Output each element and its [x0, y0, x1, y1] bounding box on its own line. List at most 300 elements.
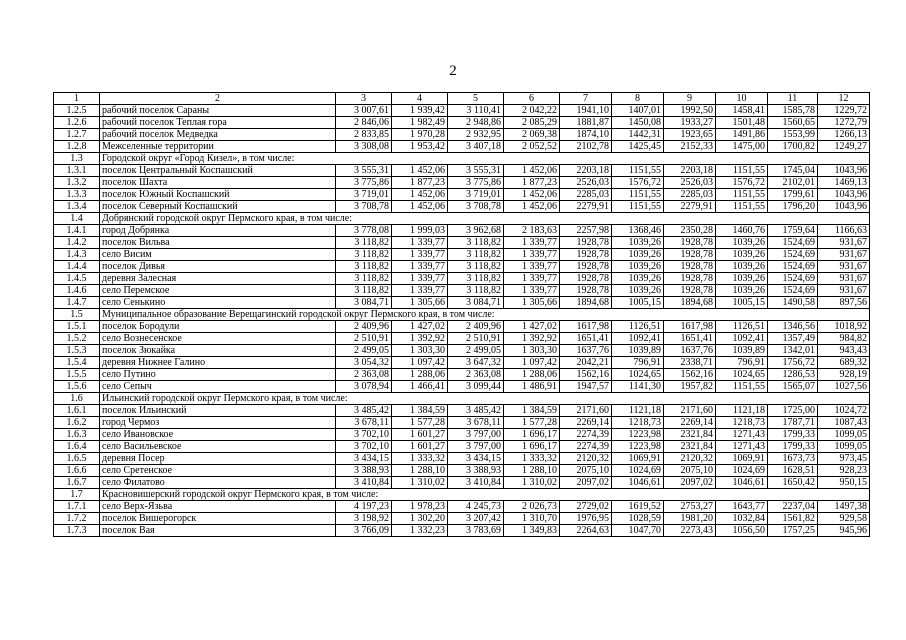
value-cell: 2321,84	[664, 429, 716, 441]
value-cell: 2120,32	[560, 453, 612, 465]
value-cell: 1894,68	[664, 297, 716, 309]
value-cell: 897,56	[818, 297, 870, 309]
value-cell: 1 310,02	[392, 477, 448, 489]
value-cell: 1799,33	[768, 429, 818, 441]
value-cell: 1151,55	[716, 381, 768, 393]
value-cell: 2285,03	[664, 189, 716, 201]
row-code: 1.3.1	[54, 165, 100, 177]
value-cell: 2 409,96	[448, 321, 504, 333]
value-cell: 2273,43	[664, 525, 716, 537]
value-cell: 2152,33	[664, 141, 716, 153]
column-header: 3	[336, 93, 392, 105]
value-cell: 2264,63	[560, 525, 612, 537]
value-cell: 2097,02	[560, 477, 612, 489]
value-cell: 1 982,49	[392, 117, 448, 129]
value-cell: 1 466,41	[392, 381, 448, 393]
value-cell: 1 339,77	[392, 249, 448, 261]
value-cell: 3 410,84	[336, 477, 392, 489]
value-cell: 1 486,91	[504, 381, 560, 393]
settlement-name: село Верх-Язьва	[100, 501, 336, 513]
table-row	[54, 117, 870, 129]
table-row	[54, 405, 870, 417]
value-cell: 1 392,92	[504, 333, 560, 345]
value-cell: 1425,45	[612, 141, 664, 153]
value-cell: 1745,04	[768, 165, 818, 177]
value-cell: 1 427,02	[392, 321, 448, 333]
value-cell: 1 097,42	[504, 357, 560, 369]
settlement-name: село Висим	[100, 249, 336, 261]
value-cell: 2279,91	[664, 201, 716, 213]
value-cell: 1 452,06	[504, 165, 560, 177]
value-cell: 1524,69	[768, 273, 818, 285]
value-cell: 1043,96	[818, 189, 870, 201]
value-cell: 2274,39	[560, 429, 612, 441]
value-cell: 1 696,17	[504, 441, 560, 453]
row-code: 1.2.7	[54, 129, 100, 141]
value-cell: 1099,05	[818, 441, 870, 453]
value-cell: 2 069,38	[504, 129, 560, 141]
value-cell: 1725,00	[768, 405, 818, 417]
value-cell: 1 305,66	[392, 297, 448, 309]
column-header: 7	[560, 93, 612, 105]
row-code: 1.4.3	[54, 249, 100, 261]
value-cell: 1 577,28	[504, 417, 560, 429]
value-cell: 1 288,10	[504, 465, 560, 477]
value-cell: 4 245,73	[448, 501, 504, 513]
value-cell: 3 118,82	[448, 285, 504, 297]
value-cell: 984,82	[818, 333, 870, 345]
value-cell: 1039,26	[612, 273, 664, 285]
value-cell: 1450,08	[612, 117, 664, 129]
value-cell: 1 877,23	[392, 177, 448, 189]
value-cell: 1099,05	[818, 429, 870, 441]
table-row	[54, 429, 870, 441]
value-cell: 1619,52	[612, 501, 664, 513]
value-cell: 2 409,96	[336, 321, 392, 333]
value-cell: 1 339,77	[504, 249, 560, 261]
header-row	[54, 93, 870, 105]
section-row	[54, 309, 870, 321]
value-cell: 1928,78	[664, 261, 716, 273]
section-heading: Добрянский городской округ Пермского края, в том числе:	[100, 213, 870, 225]
value-cell: 1 577,28	[392, 417, 448, 429]
settlement-name: поселок Центральный Коспашский	[100, 165, 336, 177]
value-cell: 796,91	[716, 357, 768, 369]
settlement-name: рабочий поселок Сараны	[100, 105, 336, 117]
value-cell: 1151,55	[716, 189, 768, 201]
value-cell: 3 783,69	[448, 525, 504, 537]
value-cell: 1524,69	[768, 285, 818, 297]
value-cell: 3 078,94	[336, 381, 392, 393]
value-cell: 1976,95	[560, 513, 612, 525]
value-cell: 1024,69	[612, 465, 664, 477]
value-cell: 2269,14	[664, 417, 716, 429]
value-cell: 3 766,09	[336, 525, 392, 537]
value-cell: 1223,98	[612, 441, 664, 453]
value-cell: 3 118,82	[336, 237, 392, 249]
value-cell: 1272,79	[818, 117, 870, 129]
value-cell: 1 349,83	[504, 525, 560, 537]
row-code: 1.5.1	[54, 321, 100, 333]
row-code: 1.6.6	[54, 465, 100, 477]
value-cell: 1560,65	[768, 117, 818, 129]
value-cell: 1947,57	[560, 381, 612, 393]
value-cell: 1928,78	[560, 249, 612, 261]
value-cell: 3 084,71	[448, 297, 504, 309]
value-cell: 1 288,06	[392, 369, 448, 381]
settlement-name: село Вознесенское	[100, 333, 336, 345]
value-cell: 3 708,78	[448, 201, 504, 213]
column-header: 4	[392, 93, 448, 105]
value-cell: 3 118,82	[448, 273, 504, 285]
value-cell: 2 948,86	[448, 117, 504, 129]
value-cell: 2350,28	[664, 225, 716, 237]
page-number: 2	[449, 63, 457, 79]
value-cell: 2 499,05	[448, 345, 504, 357]
section-row	[54, 153, 870, 165]
value-cell: 1576,72	[612, 177, 664, 189]
table-row	[54, 297, 870, 309]
column-header: 10	[716, 93, 768, 105]
value-cell: 3 118,82	[448, 261, 504, 273]
table-row	[54, 165, 870, 177]
value-cell: 1 339,77	[392, 273, 448, 285]
value-cell: 2526,03	[664, 177, 716, 189]
settlement-name: город Добрянка	[100, 225, 336, 237]
value-cell: 1 601,27	[392, 429, 448, 441]
value-cell: 1561,82	[768, 513, 818, 525]
value-cell: 1039,26	[612, 237, 664, 249]
value-cell: 1024,69	[716, 465, 768, 477]
row-code: 1.6.3	[54, 429, 100, 441]
value-cell: 3 434,15	[448, 453, 504, 465]
value-cell: 931,67	[818, 285, 870, 297]
row-code: 1.5	[54, 309, 100, 321]
value-cell: 1407,01	[612, 105, 664, 117]
value-cell: 1565,07	[768, 381, 818, 393]
value-cell: 3 555,31	[336, 165, 392, 177]
value-cell: 1501,48	[716, 117, 768, 129]
value-cell: 1524,69	[768, 237, 818, 249]
value-cell: 1271,43	[716, 441, 768, 453]
value-cell: 3 702,10	[336, 429, 392, 441]
section-heading: Городской округ «Город Кизел», в том числе:	[100, 153, 870, 165]
value-cell: 1 452,06	[392, 189, 448, 201]
value-cell: 1121,18	[612, 405, 664, 417]
value-cell: 2753,27	[664, 501, 716, 513]
value-cell: 1643,77	[716, 501, 768, 513]
value-cell: 3 099,44	[448, 381, 504, 393]
value-cell: 3 702,10	[336, 441, 392, 453]
value-cell: 1 970,28	[392, 129, 448, 141]
table-row	[54, 285, 870, 297]
value-cell: 1637,76	[664, 345, 716, 357]
section-row	[54, 393, 870, 405]
value-cell: 2269,14	[560, 417, 612, 429]
value-cell: 2274,39	[560, 441, 612, 453]
value-cell: 1141,30	[612, 381, 664, 393]
value-cell: 1166,63	[818, 225, 870, 237]
value-cell: 1151,55	[612, 201, 664, 213]
value-cell: 1799,33	[768, 441, 818, 453]
value-cell: 1756,72	[768, 357, 818, 369]
row-code: 1.5.5	[54, 369, 100, 381]
value-cell: 1497,38	[818, 501, 870, 513]
value-cell: 1087,43	[818, 417, 870, 429]
column-header: 8	[612, 93, 664, 105]
table-row	[54, 141, 870, 153]
value-cell: 1024,72	[818, 405, 870, 417]
value-cell: 1 310,02	[504, 477, 560, 489]
value-cell: 2171,60	[664, 405, 716, 417]
column-header: 5	[448, 93, 504, 105]
value-cell: 1069,91	[716, 453, 768, 465]
value-cell: 931,67	[818, 273, 870, 285]
value-cell: 3 647,32	[448, 357, 504, 369]
value-cell: 3 778,08	[336, 225, 392, 237]
value-cell: 1126,51	[716, 321, 768, 333]
value-cell: 1585,78	[768, 105, 818, 117]
table-row	[54, 249, 870, 261]
value-cell: 2 510,91	[336, 333, 392, 345]
row-code: 1.4.7	[54, 297, 100, 309]
row-code: 1.2.8	[54, 141, 100, 153]
table-row	[54, 417, 870, 429]
value-cell: 2 499,05	[336, 345, 392, 357]
value-cell: 1928,78	[560, 237, 612, 249]
table-row	[54, 333, 870, 345]
value-cell: 1271,43	[716, 429, 768, 441]
settlement-name: село Филатово	[100, 477, 336, 489]
value-cell: 1043,96	[818, 201, 870, 213]
value-cell: 1 392,92	[392, 333, 448, 345]
value-cell: 2 363,08	[448, 369, 504, 381]
table-row	[54, 369, 870, 381]
value-cell: 2237,04	[768, 501, 818, 513]
row-code: 1.5.3	[54, 345, 100, 357]
value-cell: 1005,15	[612, 297, 664, 309]
row-code: 1.4.1	[54, 225, 100, 237]
row-code: 1.2.5	[54, 105, 100, 117]
value-cell: 3 388,93	[448, 465, 504, 477]
row-code: 1.6.2	[54, 417, 100, 429]
row-code: 1.2.6	[54, 117, 100, 129]
column-header: 11	[768, 93, 818, 105]
value-cell: 2 042,22	[504, 105, 560, 117]
value-cell: 1028,59	[612, 513, 664, 525]
value-cell: 1576,72	[716, 177, 768, 189]
value-cell: 931,67	[818, 261, 870, 273]
value-cell: 1553,99	[768, 129, 818, 141]
value-cell: 3 719,01	[336, 189, 392, 201]
value-cell: 1368,46	[612, 225, 664, 237]
value-cell: 1799,61	[768, 189, 818, 201]
value-cell: 3 410,84	[448, 477, 504, 489]
value-cell: 1 332,23	[392, 525, 448, 537]
row-code: 1.7.2	[54, 513, 100, 525]
value-cell: 1 288,06	[504, 369, 560, 381]
value-cell: 928,23	[818, 465, 870, 477]
value-cell: 2171,60	[560, 405, 612, 417]
value-cell: 1894,68	[560, 297, 612, 309]
value-cell: 1218,73	[716, 417, 768, 429]
value-cell: 1039,26	[716, 237, 768, 249]
value-cell: 1 339,77	[392, 237, 448, 249]
value-cell: 1039,89	[716, 345, 768, 357]
row-code: 1.7.1	[54, 501, 100, 513]
value-cell: 1928,78	[560, 285, 612, 297]
value-cell: 1 339,77	[504, 285, 560, 297]
value-cell: 1 339,77	[504, 237, 560, 249]
row-code: 1.3.4	[54, 201, 100, 213]
value-cell: 1923,65	[664, 129, 716, 141]
value-cell: 1757,25	[768, 525, 818, 537]
value-cell: 1121,18	[716, 405, 768, 417]
settlement-name: село Путино	[100, 369, 336, 381]
table-row	[54, 465, 870, 477]
row-code: 1.6.5	[54, 453, 100, 465]
table-row	[54, 441, 870, 453]
value-cell: 1 953,42	[392, 141, 448, 153]
value-cell: 3 485,42	[448, 405, 504, 417]
value-cell: 3 007,61	[336, 105, 392, 117]
settlement-name: поселок Дивья	[100, 261, 336, 273]
value-cell: 1628,51	[768, 465, 818, 477]
value-cell: 1475,00	[716, 141, 768, 153]
table-row	[54, 261, 870, 273]
value-cell: 3 118,82	[336, 273, 392, 285]
value-cell: 1043,96	[818, 165, 870, 177]
value-cell: 1933,27	[664, 117, 716, 129]
value-cell: 1151,55	[716, 165, 768, 177]
value-cell: 1928,78	[664, 237, 716, 249]
value-cell: 3 054,32	[336, 357, 392, 369]
value-cell: 1 384,59	[392, 405, 448, 417]
value-cell: 3 388,93	[336, 465, 392, 477]
section-heading: Муниципальное образование Верещагинский городской округ Пермского края, в том числе:	[100, 309, 870, 321]
value-cell: 1 339,77	[392, 261, 448, 273]
settlement-name: село Сретенское	[100, 465, 336, 477]
value-cell: 1039,26	[716, 273, 768, 285]
value-cell: 1992,50	[664, 105, 716, 117]
value-cell: 1126,51	[612, 321, 664, 333]
value-cell: 1874,10	[560, 129, 612, 141]
value-cell: 2075,10	[560, 465, 612, 477]
value-cell: 796,91	[612, 357, 664, 369]
row-code: 1.3.2	[54, 177, 100, 189]
value-cell: 2526,03	[560, 177, 612, 189]
value-cell: 3 118,82	[448, 249, 504, 261]
value-cell: 1266,13	[818, 129, 870, 141]
settlement-name: деревня Нижнее Галино	[100, 357, 336, 369]
value-cell: 1039,26	[612, 261, 664, 273]
value-cell: 1458,41	[716, 105, 768, 117]
section-row	[54, 489, 870, 501]
value-cell: 1039,26	[716, 285, 768, 297]
settlement-name: поселок Вильва	[100, 237, 336, 249]
table-row	[54, 453, 870, 465]
settlement-name: поселок Бородули	[100, 321, 336, 333]
value-cell: 3 118,82	[336, 285, 392, 297]
value-cell: 1637,76	[560, 345, 612, 357]
value-cell: 1047,70	[612, 525, 664, 537]
table-row	[54, 501, 870, 513]
column-header: 1	[54, 93, 100, 105]
column-header: 6	[504, 93, 560, 105]
value-cell: 3 775,86	[448, 177, 504, 189]
value-cell: 2257,98	[560, 225, 612, 237]
value-cell: 1046,61	[612, 477, 664, 489]
value-cell: 3 308,08	[336, 141, 392, 153]
value-cell: 3 118,82	[336, 261, 392, 273]
table-row	[54, 105, 870, 117]
value-cell: 1 452,06	[504, 189, 560, 201]
value-cell: 1 384,59	[504, 405, 560, 417]
value-cell: 1005,15	[716, 297, 768, 309]
table-row	[54, 345, 870, 357]
value-cell: 1151,55	[716, 201, 768, 213]
value-cell: 2 026,73	[504, 501, 560, 513]
table-row	[54, 177, 870, 189]
value-cell: 2321,84	[664, 441, 716, 453]
value-cell: 1617,98	[560, 321, 612, 333]
row-code: 1.4.2	[54, 237, 100, 249]
value-cell: 1 999,03	[392, 225, 448, 237]
value-cell: 1 978,23	[392, 501, 448, 513]
value-cell: 1357,49	[768, 333, 818, 345]
value-cell: 1928,78	[560, 273, 612, 285]
settlement-name: поселок Шахта	[100, 177, 336, 189]
value-cell: 1469,13	[818, 177, 870, 189]
column-header: 2	[100, 93, 336, 105]
value-cell: 3 797,00	[448, 441, 504, 453]
value-cell: 3 719,01	[448, 189, 504, 201]
row-code: 1.5.6	[54, 381, 100, 393]
value-cell: 2120,32	[664, 453, 716, 465]
value-cell: 2203,18	[560, 165, 612, 177]
value-cell: 1 288,10	[392, 465, 448, 477]
value-cell: 1796,20	[768, 201, 818, 213]
section-heading: Ильинский городской округ Пермского края, в том числе:	[100, 393, 870, 405]
value-cell: 1928,78	[560, 261, 612, 273]
settlement-name: село Ивановское	[100, 429, 336, 441]
row-code: 1.6	[54, 393, 100, 405]
value-cell: 2102,01	[768, 177, 818, 189]
value-cell: 1957,82	[664, 381, 716, 393]
value-cell: 2 052,52	[504, 141, 560, 153]
value-cell: 1 452,06	[392, 165, 448, 177]
table-row	[54, 201, 870, 213]
value-cell: 1651,41	[560, 333, 612, 345]
value-cell: 1 452,06	[392, 201, 448, 213]
value-cell: 1032,84	[716, 513, 768, 525]
section-heading: Красновишерский городской округ Пермского края, в том числе:	[100, 489, 870, 501]
settlement-name: село Васильевское	[100, 441, 336, 453]
value-cell: 2203,18	[664, 165, 716, 177]
value-cell: 1 601,27	[392, 441, 448, 453]
value-cell: 2 085,29	[504, 117, 560, 129]
value-cell: 1981,20	[664, 513, 716, 525]
table-row	[54, 273, 870, 285]
value-cell: 1346,56	[768, 321, 818, 333]
value-cell: 1490,58	[768, 297, 818, 309]
settlement-name: село Сепыч	[100, 381, 336, 393]
table-row	[54, 225, 870, 237]
value-cell: 1787,71	[768, 417, 818, 429]
section-row	[54, 213, 870, 225]
value-cell: 3 555,31	[448, 165, 504, 177]
value-cell: 2097,02	[664, 477, 716, 489]
